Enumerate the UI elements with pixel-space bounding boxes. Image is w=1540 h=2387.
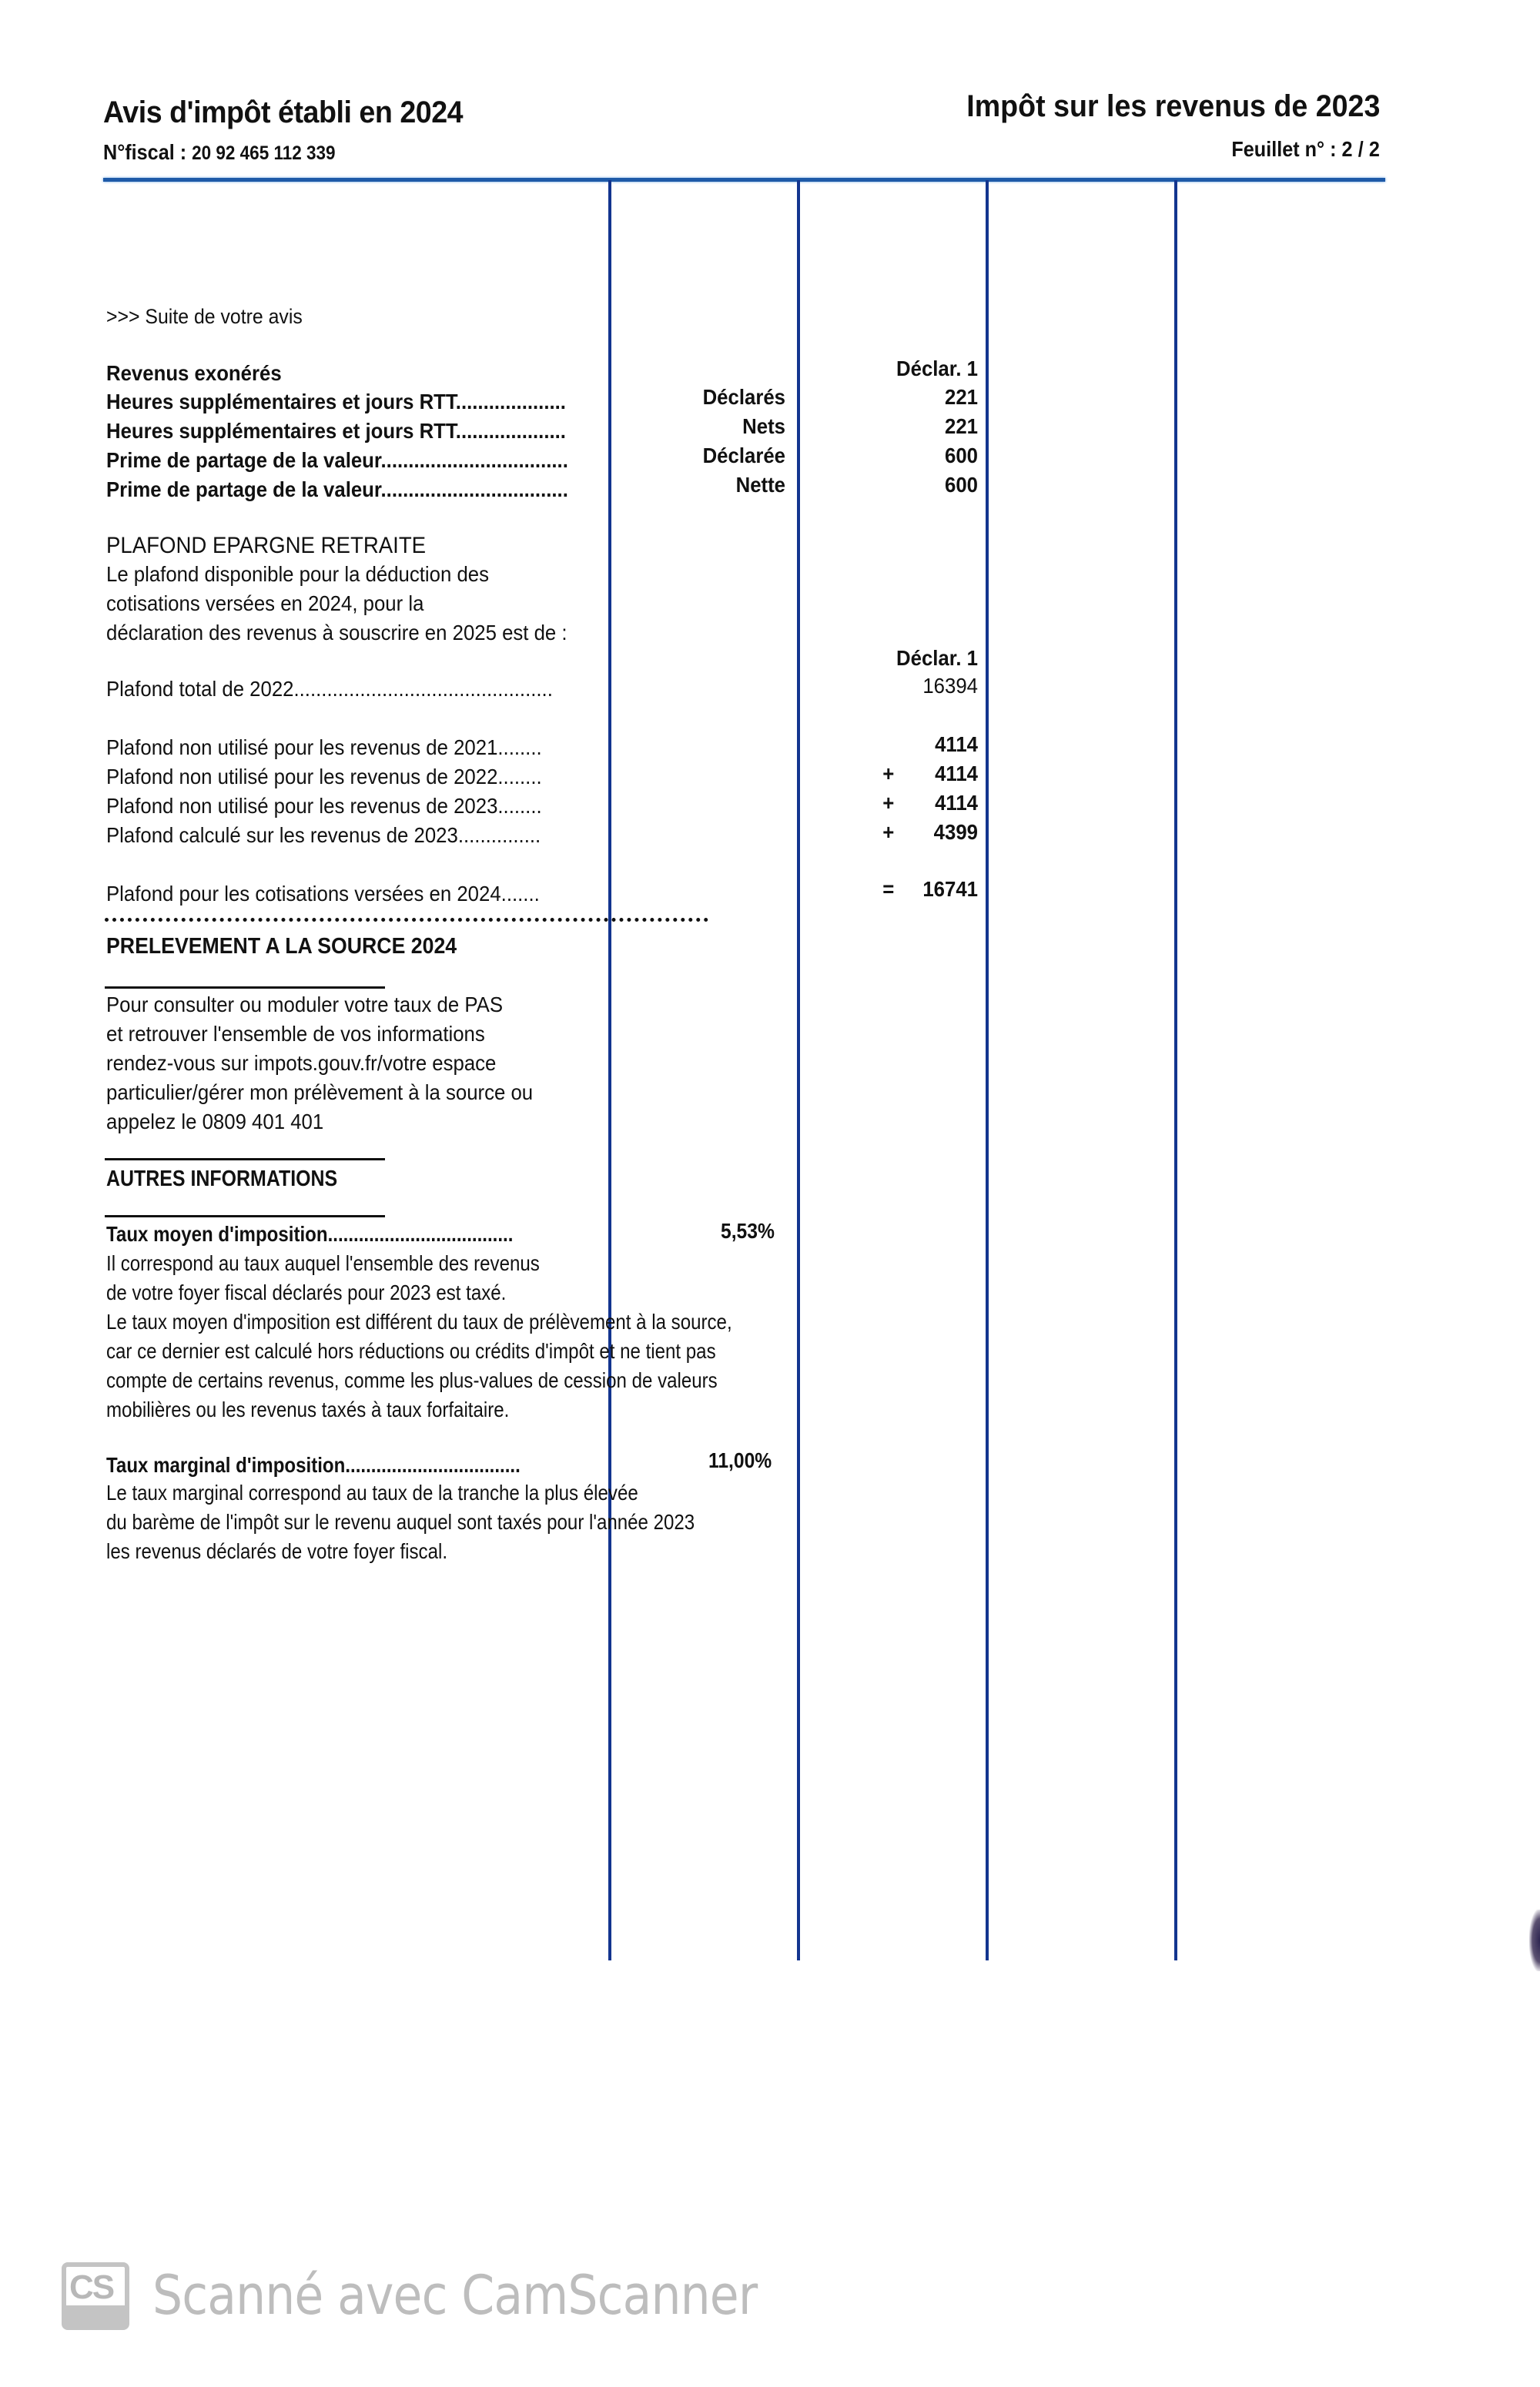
exempt-row-label: Heures supplémentaires et jours RTT.................... xyxy=(106,390,566,413)
withholding-line: Pour consulter ou moduler votre taux de PAS xyxy=(106,993,503,1016)
retirement-column-header: Déclar. 1 xyxy=(896,646,978,670)
withholding-title: PRELEVEMENT A LA SOURCE 2024 xyxy=(106,934,457,959)
retirement-intro-line: Le plafond disponible pour la déduction des xyxy=(106,562,489,586)
exempt-row-qualifier: Nets xyxy=(742,414,785,438)
exempt-row-label: Prime de partage de la valeur.................................. xyxy=(106,448,568,472)
plafond-row-value: 4114 xyxy=(935,762,978,785)
retirement-intro-line: cotisations versées en 2024, pour la xyxy=(106,591,424,615)
continuation-note: >>> Suite de votre avis xyxy=(106,305,303,328)
plafond-row-value: 4399 xyxy=(933,820,978,844)
sheet-number xyxy=(1231,137,1380,162)
exempt-row-value: 600 xyxy=(945,473,978,497)
average-rate-explanation: car ce dernier est calculé hors réductions ou crédits d'impôt et ne tient pas xyxy=(106,1339,716,1363)
marginal-rate-explanation: les revenus déclarés de votre foyer fiscal. xyxy=(106,1539,448,1563)
plafond-row-label: Plafond non utilisé pour les revenus de 2022........ xyxy=(106,765,542,788)
total-2022-value: 16394 xyxy=(922,674,978,698)
plafond-row-value: 4114 xyxy=(935,732,978,756)
marginal-rate-value: 11,00% xyxy=(708,1448,772,1472)
column-divider xyxy=(1174,180,1177,1960)
average-rate-value: 5,53% xyxy=(721,1219,775,1243)
plafond-result-value: 16741 xyxy=(922,877,978,901)
withholding-line: particulier/gérer mon prélèvement à la source ou xyxy=(106,1080,534,1104)
average-rate-explanation: mobilières ou les revenus taxés à taux forfaitaire. xyxy=(106,1398,510,1421)
other-info-title: AUTRES INFORMATIONS xyxy=(106,1167,338,1191)
fiscal-number: 20 92 465 112 339 xyxy=(192,142,336,164)
tax-year-title: Impôt sur les revenus de 2023 xyxy=(966,89,1380,123)
plafond-row-label: Plafond non utilisé pour les revenus de 2021........ xyxy=(106,735,542,759)
sheet-label: Feuillet n° : xyxy=(1231,137,1337,161)
notice-title: Avis d'impôt établi en 2024 xyxy=(103,95,464,129)
exempt-row-qualifier: Déclarés xyxy=(702,385,785,409)
average-rate-explanation: Il correspond au taux auquel l'ensemble des revenus xyxy=(106,1251,540,1275)
plafond-row-label: Plafond non utilisé pour les revenus de 2023........ xyxy=(106,794,542,818)
sheet-current: 2 xyxy=(1341,137,1353,161)
camscanner-logo-icon: CS xyxy=(62,2262,129,2330)
title-underline xyxy=(105,1215,385,1217)
fiscal-number-line xyxy=(103,140,336,165)
exempt-income-title: Revenus exonérés xyxy=(106,361,282,385)
marginal-rate-explanation: Le taux marginal correspond au taux de la tranche la plus élevée xyxy=(106,1481,638,1505)
retirement-savings-title: PLAFOND EPARGNE RETRAITE xyxy=(106,533,427,558)
average-rate-label: Taux moyen d'imposition.................................... xyxy=(106,1222,514,1246)
average-rate-explanation: Le taux moyen d'imposition est différent du taux de prélèvement à la source, xyxy=(106,1310,732,1334)
marginal-rate-explanation: du barème de l'impôt sur le revenu auquel sont taxés pour l'année 2023 xyxy=(106,1510,695,1534)
exempt-row-label: Prime de partage de la valeur.................................. xyxy=(106,477,568,501)
marginal-rate-label: Taux marginal d'imposition.................................. xyxy=(106,1453,521,1477)
exempt-row-value: 221 xyxy=(945,385,978,409)
exempt-row-qualifier: Nette xyxy=(735,473,785,497)
column-divider xyxy=(986,180,989,1960)
sheet-total: 2 xyxy=(1368,137,1380,161)
plafond-row-label: Plafond calculé sur les revenus de 2023............... xyxy=(106,823,541,847)
title-underline xyxy=(105,986,385,989)
camscanner-watermark: Scanné avec CamScanner xyxy=(152,2264,758,2327)
section-separator xyxy=(105,918,708,922)
withholding-line: et retrouver l'ensemble de vos informations xyxy=(106,1022,485,1046)
retirement-intro-line: déclaration des revenus à souscrire en 2025 est de : xyxy=(106,621,567,644)
exempt-row-qualifier: Déclarée xyxy=(702,444,785,467)
sheet-separator: / xyxy=(1358,137,1364,161)
plafond-row-value: 4114 xyxy=(935,791,978,815)
exempt-income-column-header: Déclar. 1 xyxy=(896,357,978,380)
withholding-phone-line: appelez le 0809 401 401 xyxy=(106,1110,324,1133)
plafond-row-operator: + xyxy=(882,791,895,815)
exempt-row-value: 600 xyxy=(945,444,978,467)
plafond-result-label: Plafond pour les cotisations versées en 2024....... xyxy=(106,882,540,906)
average-rate-explanation: de votre foyer fiscal déclarés pour 2023 est taxé. xyxy=(106,1281,507,1304)
title-overline xyxy=(105,1158,385,1160)
average-rate-explanation: compte de certains revenus, comme les plus-values de cession de valeurs xyxy=(106,1368,718,1392)
plafond-result-operator: = xyxy=(882,877,895,901)
exempt-row-label: Heures supplémentaires et jours RTT.................... xyxy=(106,419,566,443)
withholding-website-line: rendez-vous sur impots.gouv.fr/votre espace xyxy=(106,1051,497,1075)
plafond-row-operator: + xyxy=(882,820,895,844)
scan-edge-artifact xyxy=(1529,1910,1540,1971)
fiscal-number-label: N°fiscal : xyxy=(103,140,187,164)
header-rule xyxy=(103,178,1385,182)
plafond-row-operator: + xyxy=(882,762,895,785)
exempt-row-value: 221 xyxy=(945,414,978,438)
total-2022-label: Plafond total de 2022............................................... xyxy=(106,677,553,701)
